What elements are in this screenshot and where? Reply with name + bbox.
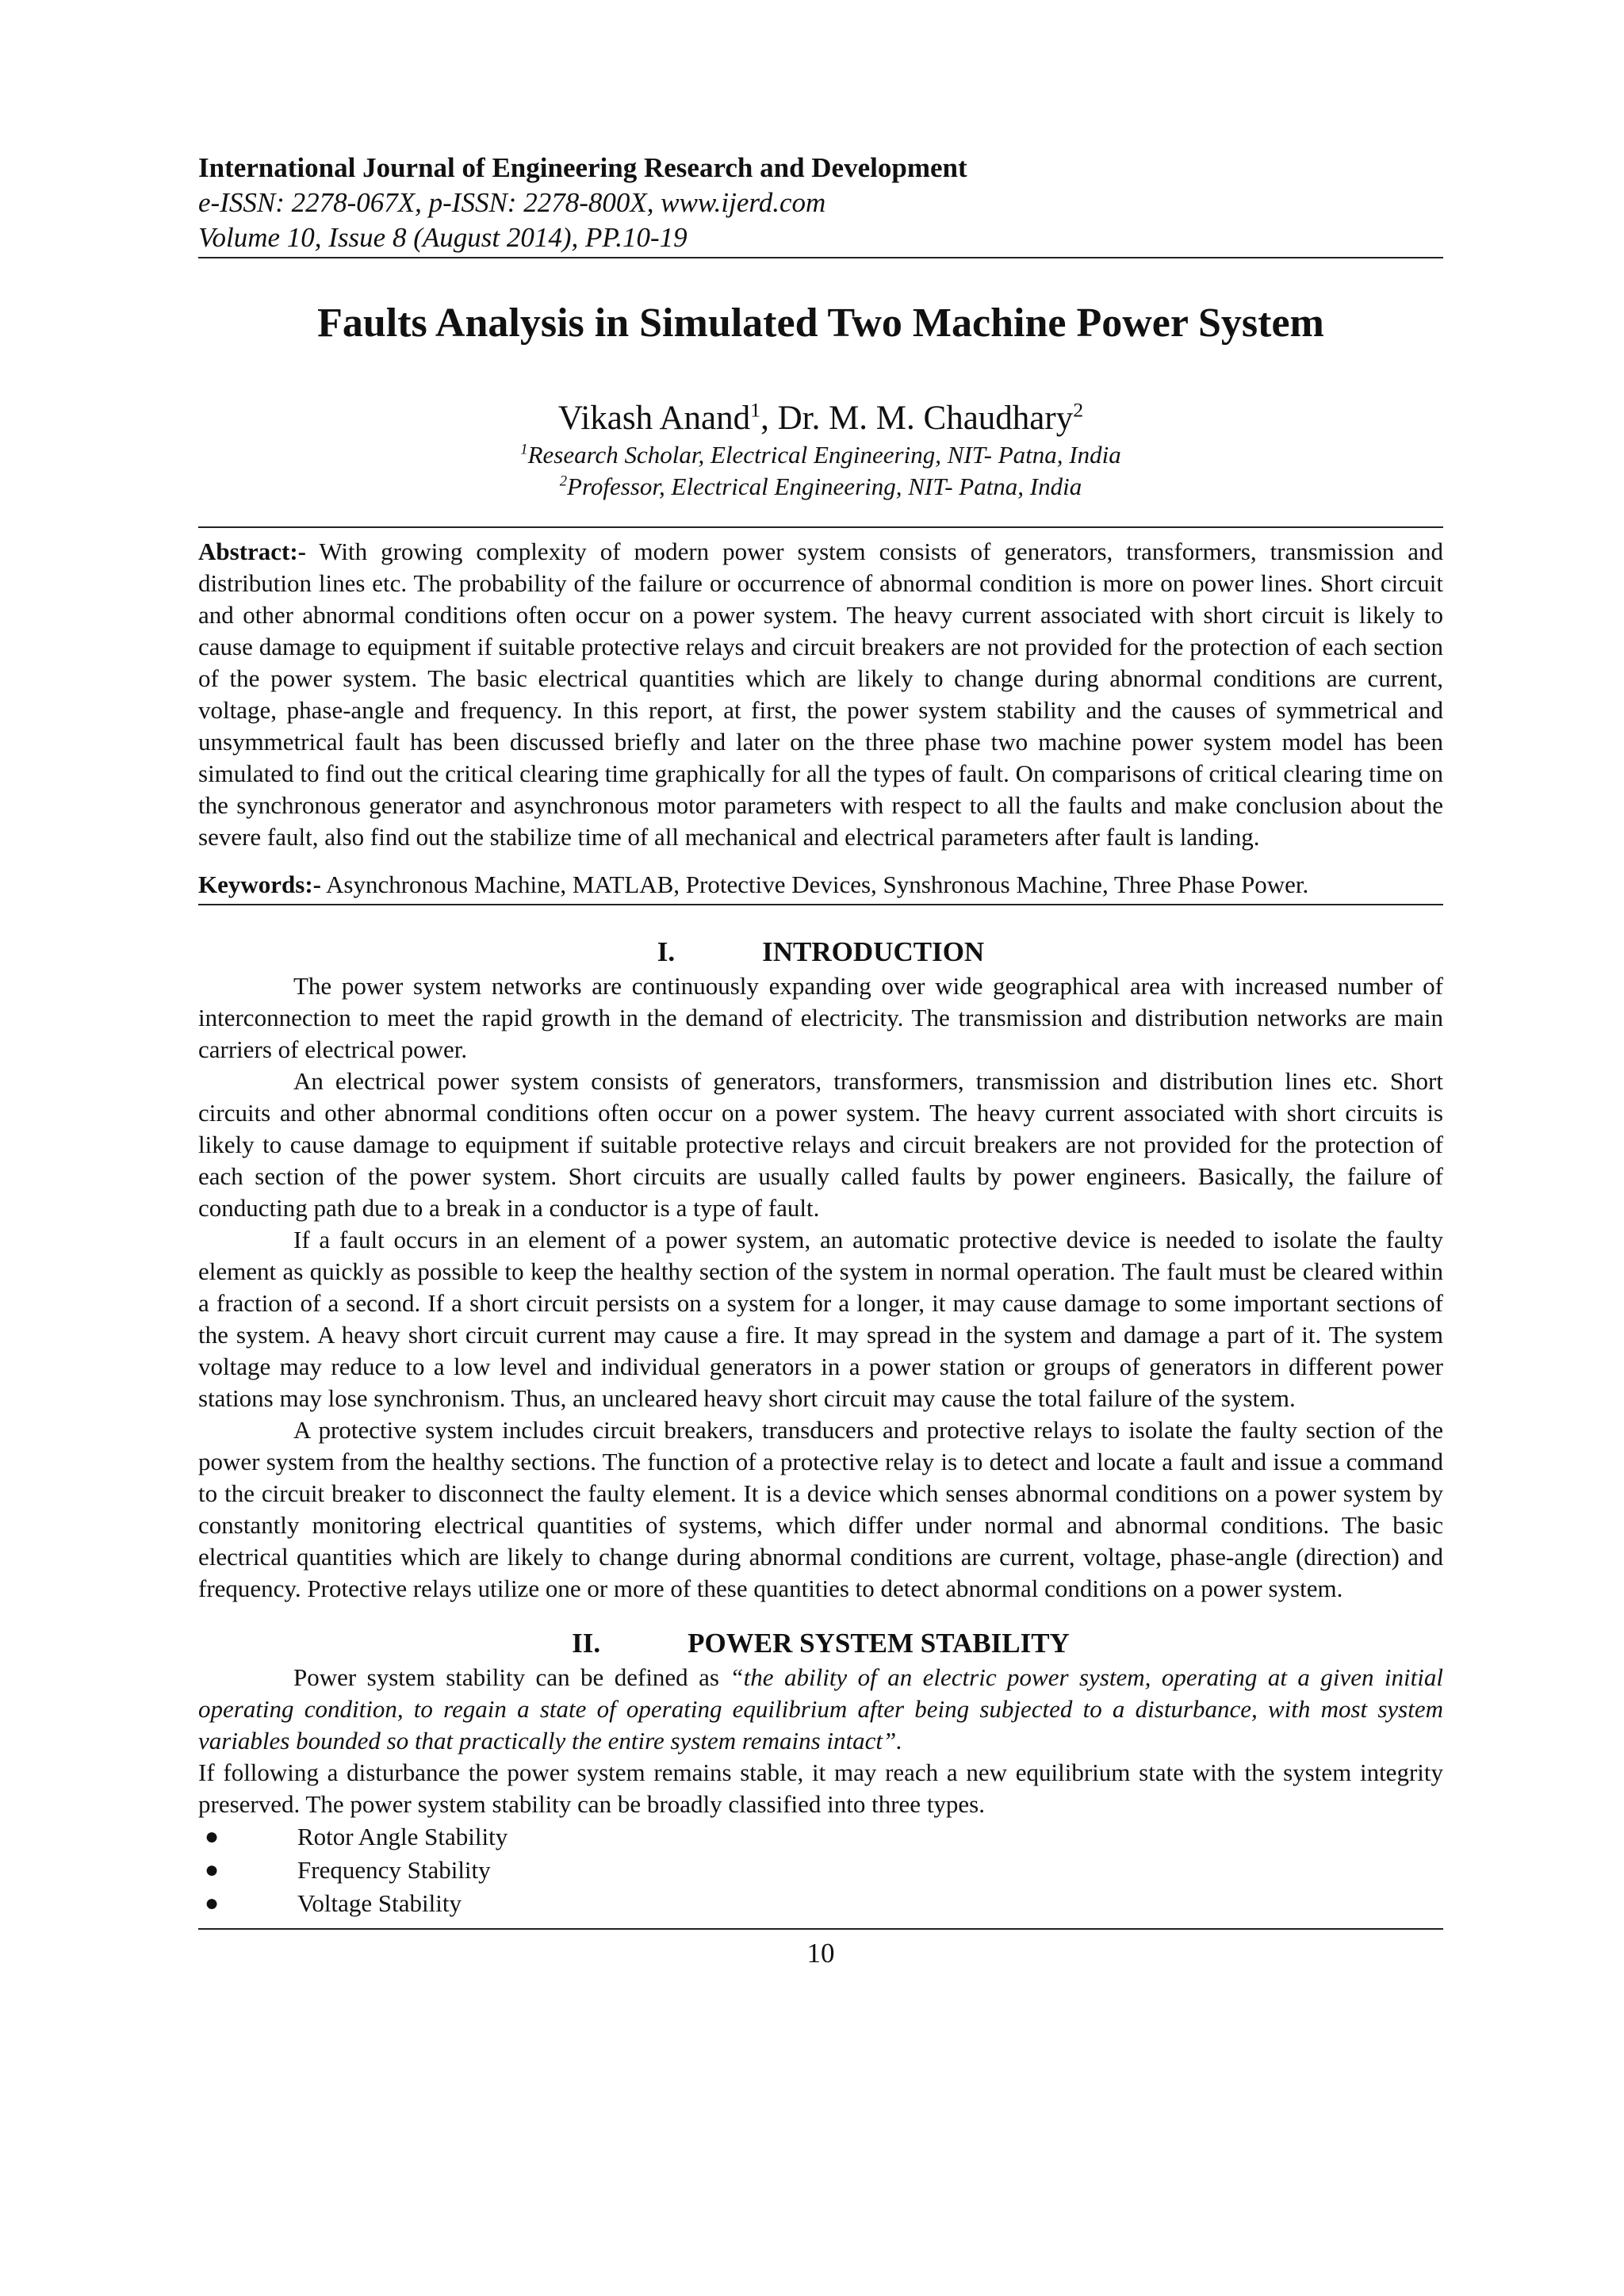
- stability-definition-lead: Power system stability can be defined as: [293, 1663, 730, 1691]
- section-1-title: INTRODUCTION: [762, 936, 985, 967]
- affiliation-1: [198, 439, 1443, 471]
- stability-paragraph-2: If following a disturbance the power system remains stable, it may reach a new equilibrium state with the system integrity preserved. The power system stability can be broadly classified into three types.: [198, 1758, 1443, 1818]
- abstract-text: With growing complexity of modern power system consists of generators, transformers, transmission and distribution lines etc. The probability of the failure or occurrence of abnormal condition is more on power lines. Short circuit and other abnormal conditions often occur on a power system. The heavy current associated with short circuit is likely to cause damage to equipment if suitable protective relays and circuit breakers are not provided for the protection of each section of the power system. The basic electrical quantities which are likely to change during abnormal conditions are current, voltage, phase-angle and frequency. In this report, at first, the power system stability and the causes of symmetrical and unsymmetrical fault has been discussed briefly and later on the three phase two machine power system model has been simulated to find out the critical clearing time graphically for all the types of fault. On comparisons of critical clearing time on the synchronous generator and asynchronous motor parameters with respect to all the faults and make conclusion about the severe fault, also find out the stabilize time of all mechanical and electrical parameters after fault is landing.: [198, 538, 1443, 851]
- author-2-sup: 2: [1073, 398, 1084, 422]
- paper-page: [198, 151, 1443, 1971]
- authors: [198, 398, 1443, 439]
- bullet-icon: ●: [205, 1857, 220, 1883]
- list-item-text: Frequency Stability: [297, 1856, 491, 1884]
- affiliation-2-text: Professor, Electrical Engineering, NIT- Patna, India: [567, 473, 1082, 500]
- journal-name: International Journal of Engineering Research and Development: [198, 152, 967, 183]
- header-rule: [198, 257, 1443, 258]
- bullet-icon: ●: [205, 1890, 220, 1916]
- section-2-number: II.: [572, 1628, 601, 1659]
- section-1-number: I.: [657, 936, 676, 967]
- section-1-heading: [198, 934, 1443, 970]
- section-2-heading: [198, 1625, 1443, 1662]
- affiliation-1-text: Research Scholar, Electrical Engineering, NIT- Patna, India: [527, 441, 1121, 469]
- stability-types-list: [198, 1820, 1443, 1920]
- journal-volume: Volume 10, Issue 8 (August 2014), PP.10-19: [198, 222, 688, 253]
- page-number: 10: [806, 1938, 835, 1969]
- list-item: [198, 1820, 1443, 1854]
- keywords-label: Keywords:-: [198, 871, 321, 898]
- author-2: Dr. M. M. Chaudhary: [777, 400, 1074, 437]
- author-separator: ,: [760, 400, 778, 437]
- list-item: [198, 1887, 1443, 1920]
- bullet-icon: ●: [205, 1823, 220, 1850]
- author-1: Vikash Anand: [557, 400, 751, 437]
- keywords: [198, 869, 1443, 901]
- stability-definition: [198, 1662, 1443, 1757]
- intro-paragraph-3: If a fault occurs in an element of a power system, an automatic protective device is needed to isolate the faulty element as quickly as possible to keep the healthy section of the system in normal operation. The fault must be cleared within a fraction of a second. If a short circuit persists on a system for a longer, it may cause damage to some important sections of the system. A heavy short circuit current may cause a fire. It may spread in the system and damage a part of it. The system voltage may reduce to a low level and individual generators in a power station or groups of generators in different power stations may lose synchronism. Thus, an uncleared heavy short circuit may cause the total failure of the system.: [198, 1226, 1443, 1412]
- abstract-top-rule: [198, 526, 1443, 528]
- affiliation-1-sup: 1: [520, 441, 528, 458]
- affiliation-2: [198, 471, 1443, 503]
- journal-issn: e-ISSN: 2278-067X, p-ISSN: 2278-800X, www.ijerd.com: [198, 187, 826, 218]
- list-item-text: Voltage Stability: [297, 1889, 462, 1917]
- keywords-rule: [198, 904, 1443, 905]
- list-item-text: Rotor Angle Stability: [297, 1823, 508, 1850]
- stability-definition-quote: “the ability of an electric power system, operating at a given initial operating condition, to regain a state of operating equilibrium after being subjected to a disturbance, with most system variables bounded so that practically the entire system remains intact”.: [198, 1663, 1443, 1755]
- intro-paragraph-1: The power system networks are continuously expanding over wide geographical area with increased number of interconnection to meet the rapid growth in the demand of electricity. The transmission and distribution networks are main carriers of electrical power.: [198, 972, 1443, 1063]
- abstract: [198, 536, 1443, 853]
- keywords-text: Asynchronous Machine, MATLAB, Protective Devices, Synshronous Machine, Three Phase Power.: [320, 871, 1309, 898]
- author-1-sup: 1: [750, 398, 761, 422]
- section-2-title: POWER SYSTEM STABILITY: [688, 1628, 1070, 1659]
- affiliation-2-sup: 2: [559, 473, 568, 490]
- list-item: [198, 1854, 1443, 1887]
- intro-paragraph-4: A protective system includes circuit breakers, transducers and protective relays to isolate the faulty section of the power system from the healthy sections. The function of a protective relay is to detect and locate a fault and issue a command to the circuit breaker to disconnect the faulty element. It is a device which senses abnormal conditions on a power system by constantly monitoring electrical quantities of systems, which differ under normal and abnormal conditions. The basic electrical quantities which are likely to change during abnormal conditions are current, voltage, phase-angle (direction) and frequency. Protective relays utilize one or more of these quantities to detect abnormal conditions on a power system.: [198, 1416, 1443, 1602]
- intro-paragraph-2: An electrical power system consists of generators, transformers, transmission and distribution lines etc. Short circuits and other abnormal conditions often occur on a power system. The heavy current associated with short circuits is likely to cause damage to equipment if suitable protective relays and circuit breakers are not provided for the protection of each section of the power system. Short circuits are usually called faults by power engineers. Basically, the failure of conducting path due to a break in a conductor is a type of fault.: [198, 1067, 1443, 1222]
- paper-title: Faults Analysis in Simulated Two Machine Power System: [317, 300, 1324, 346]
- abstract-label: Abstract:-: [198, 538, 307, 565]
- footer-rule: [198, 1928, 1443, 1930]
